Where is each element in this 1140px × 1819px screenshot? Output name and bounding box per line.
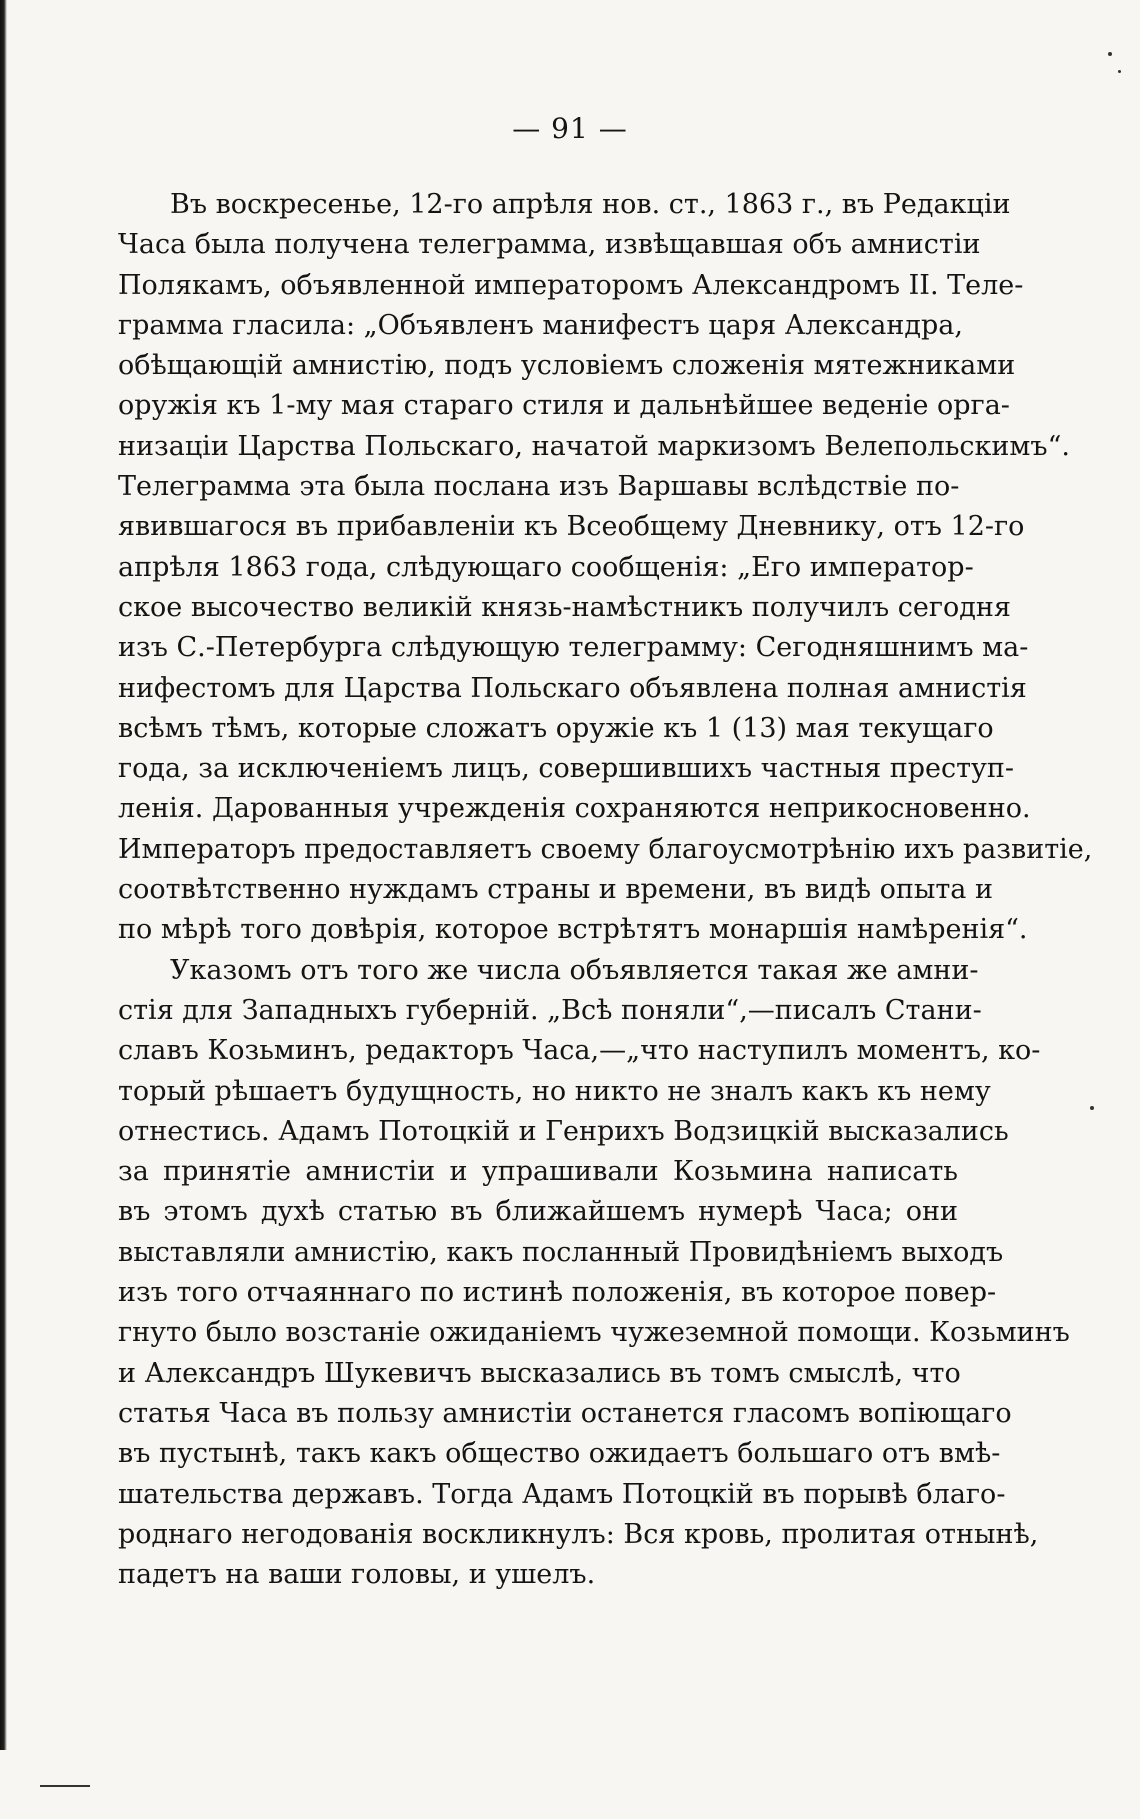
text-line: Въ воскресенье, 12-го апрѣля нов. ст., 1863 г., въ Редакціи	[170, 189, 1011, 220]
ink-speck	[1118, 70, 1121, 73]
text-line: стія для Западныхъ губерній. „Всѣ поняли“,—писалъ Стани-	[118, 994, 982, 1026]
text-line: обѣщающій амнистію, подъ условіемъ сложенія мятежниками	[118, 350, 1016, 382]
text-line: ленія. Дарованныя учрежденія сохраняются неприкосновенно.	[118, 793, 1031, 825]
text-line: Императоръ предоставляетъ своему благоусмотрѣнію ихъ развитіе,	[118, 833, 1093, 865]
text-line: гнуто было возстаніе ожиданіемъ чужеземной помощи. Козьминъ	[118, 1317, 1070, 1349]
text-line: славъ Козьминъ, редакторъ Часа,—„что наступилъ моментъ, ко-	[118, 1035, 1041, 1067]
body-text	[118, 185, 1093, 1595]
text-line: всѣмъ тѣмъ, которые сложатъ оружіе къ 1 (13) мая текущаго	[118, 712, 994, 744]
text-line: и Александръ Шукевичъ высказались въ томъ смыслѣ, что	[118, 1357, 961, 1389]
text-line: выставляли амнистію, какъ посланный Провидѣніемъ выходъ	[118, 1236, 1004, 1268]
text-line: по мѣрѣ того довѣрія, которое встрѣтятъ монаршія намѣренія“.	[118, 914, 1028, 946]
ink-speck	[40, 1785, 90, 1787]
ink-speck	[1108, 52, 1112, 56]
text-line: низаціи Царства Польскаго, начатой маркизомъ Велепольскимъ“.	[118, 430, 1070, 462]
text-line: въ этомъ духѣ статью въ ближайшемъ нумерѣ Часа; они	[118, 1196, 958, 1228]
text-line: года, за исключеніемъ лицъ, совершившихъ частныя преступ-	[118, 753, 1015, 785]
text-line: оружія къ 1-му мая стараго стиля и дальнѣйшее веденіе орга-	[118, 390, 1010, 422]
text-line: ское высочество великій князь-намѣстникъ получилъ сегодня	[118, 591, 1011, 623]
text-line: торый рѣшаетъ будущность, но никто не зналъ какъ къ нему	[118, 1075, 991, 1107]
text-line: апрѣля 1863 года, слѣдующаго сообщенія: „Его император-	[118, 551, 974, 583]
text-line: грамма гласила: „Объявленъ манифестъ царя Александра,	[118, 309, 963, 341]
paragraph-2	[118, 951, 1070, 1596]
paragraph-1	[118, 185, 1093, 951]
text-line: Телеграмма эта была послана изъ Варшавы вслѣдствіе по-	[118, 471, 960, 503]
text-line: нифестомъ для Царства Польскаго объявлена полная амнистія	[118, 672, 1027, 704]
text-line: отнестись. Адамъ Потоцкій и Генрихъ Водзицкій высказались	[118, 1115, 1009, 1147]
text-line: явившагося въ прибавленіи къ Всеобщему Дневнику, отъ 12-го	[118, 511, 1025, 543]
page-edge-shadow	[0, 0, 7, 1750]
page-number: — 91 —	[512, 112, 628, 145]
text-line: за принятіе амнистіи и упрашивали Козьмина написать	[118, 1156, 958, 1188]
text-line: шательства державъ. Тогда Адамъ Потоцкій въ порывѣ благо-	[118, 1478, 1006, 1510]
text-line: Полякамъ, объявленной императоромъ Александромъ II. Теле-	[118, 269, 1024, 301]
text-line: Часа была получена телеграмма, извѣщавшая объ амнистіи	[118, 229, 981, 261]
text-line: соотвѣтственно нуждамъ страны и времени, въ видѣ опыта и	[118, 874, 993, 906]
text-line: изъ того отчаяннаго по истинѣ положенія, въ которое повер-	[118, 1277, 997, 1309]
text-line: въ пустынѣ, такъ какъ общество ожидаетъ большаго отъ вмѣ-	[118, 1438, 1001, 1470]
text-line: изъ С.-Петербурга слѣдующую телеграмму: Сегодняшнимъ ма-	[118, 632, 1029, 664]
ink-speck	[1090, 1106, 1094, 1110]
text-line: падетъ на ваши головы, и ушелъ.	[118, 1559, 596, 1591]
text-line: статья Часа въ пользу амнистіи останется гласомъ вопіющаго	[118, 1397, 1012, 1429]
text-line: Указомъ отъ того же числа объявляется такая же амни-	[170, 954, 979, 986]
text-line: роднаго негодованія воскликнулъ: Вся кровь, пролитая отнынѣ,	[118, 1518, 1039, 1550]
